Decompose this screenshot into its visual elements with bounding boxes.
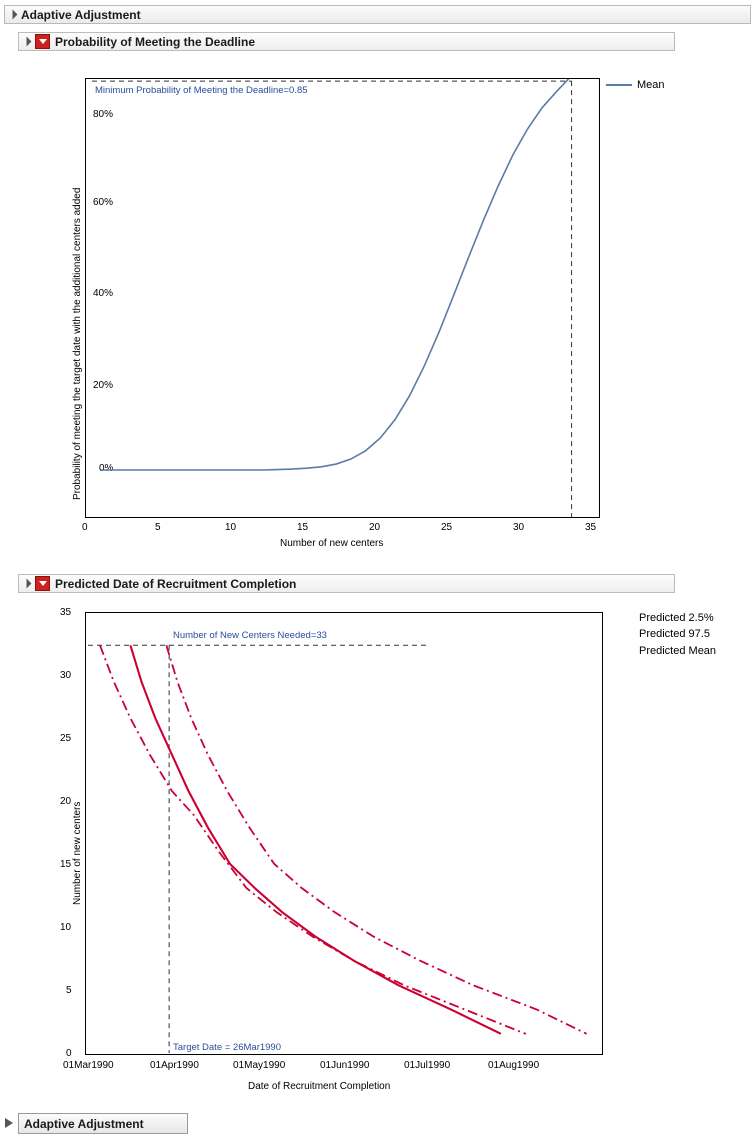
chart1-y-tick: 20% [93,380,114,391]
chart1-y-tick: 60% [93,197,114,208]
chart1-x-tick: 5 [155,522,161,533]
chart2-x-tick: 01Jun1990 [320,1060,370,1071]
legend-swatch-mean [606,84,632,86]
chart2-x-tick: 01May1990 [233,1060,286,1071]
page-title: Adaptive Adjustment [21,7,141,22]
chart2-x-tick: 01Jul1990 [404,1060,451,1071]
chart1-y-tick: 0% [99,463,114,474]
chart1-x-axis-title: Number of new centers [280,538,384,549]
chart2-y-tick: 5 [66,985,72,996]
chart2-legend-entry-upper [608,628,710,640]
disclosure-open-icon[interactable] [8,10,18,20]
chart1-x-tick: 35 [585,522,597,533]
chart1-y-axis-title: Probability of meeting the target date with the additional centers added [72,187,83,500]
chart1-legend-entry-mean [606,79,665,91]
chart2-series-predicted-2-5 [100,645,526,1034]
section-header-probability[interactable] [18,32,675,51]
outline-footer-adaptive-adjustment[interactable] [18,1113,188,1134]
chart2-x-tick: 01Aug1990 [488,1060,540,1071]
legend-label-mean: Mean [637,79,665,91]
chart2-y-tick: 25 [60,733,72,744]
chart2-x-tick: 01Mar1990 [63,1060,114,1071]
chart2-canvas [86,613,604,1056]
section-title-predicted-date: Predicted Date of Recruitment Completion [55,576,297,591]
chart1-y-tick: 40% [93,288,114,299]
legend-label-predicted-mean: Predicted Mean [639,645,717,657]
chart2-y-tick: 35 [60,607,72,618]
chart2-series-predicted-97-5 [166,645,586,1034]
disclosure-closed-icon[interactable] [5,1118,17,1130]
chart1-annotation-min-probability: Minimum Probability of Meeting the Deadline=0.85 [95,85,308,96]
chart2-y-tick: 30 [60,670,72,681]
chart2-legend-entry-lower [608,612,714,624]
chart2-y-tick: 10 [60,922,72,933]
section-header-predicted-date[interactable] [18,574,675,593]
footer-title: Adaptive Adjustment [24,1116,144,1131]
chart2-annotation-centers-needed: Number of New Centers Needed=33 [173,630,327,641]
chart2-y-axis-title: Number of new centers [72,801,83,905]
chart2-y-tick: 0 [66,1048,72,1059]
outline-header-adaptive-adjustment[interactable] [4,5,751,24]
disclosure-open-icon[interactable] [22,579,32,589]
chart1-x-tick: 20 [369,522,381,533]
chart2-x-tick: 01Apr1990 [150,1060,199,1071]
chart2-y-tick: 15 [60,859,72,870]
chart1-x-tick: 30 [513,522,525,533]
chart1-y-tick: 80% [93,109,114,120]
chart1-canvas [86,79,601,519]
chart2-y-tick: 20 [60,796,72,807]
disclosure-open-icon[interactable] [22,37,32,47]
legend-label-predicted-2-5: Predicted 2.5% [639,612,714,624]
chart1-series-mean [101,79,572,470]
chart1-x-tick: 25 [441,522,453,533]
chart1-x-tick: 10 [225,522,237,533]
chart1-x-tick: 0 [82,522,88,533]
chart2-annotation-target-date: Target Date = 26Mar1990 [173,1042,281,1053]
section-title-probability: Probability of Meeting the Deadline [55,34,256,49]
chart2-x-axis-title: Date of Recruitment Completion [248,1081,391,1092]
chart2-legend-entry-mean [608,645,716,657]
legend-label-predicted-97-5: Predicted 97.5 [639,628,710,640]
chart1-x-tick: 15 [297,522,309,533]
red-triangle-menu-icon[interactable] [35,34,50,49]
red-triangle-menu-icon[interactable] [35,576,50,591]
